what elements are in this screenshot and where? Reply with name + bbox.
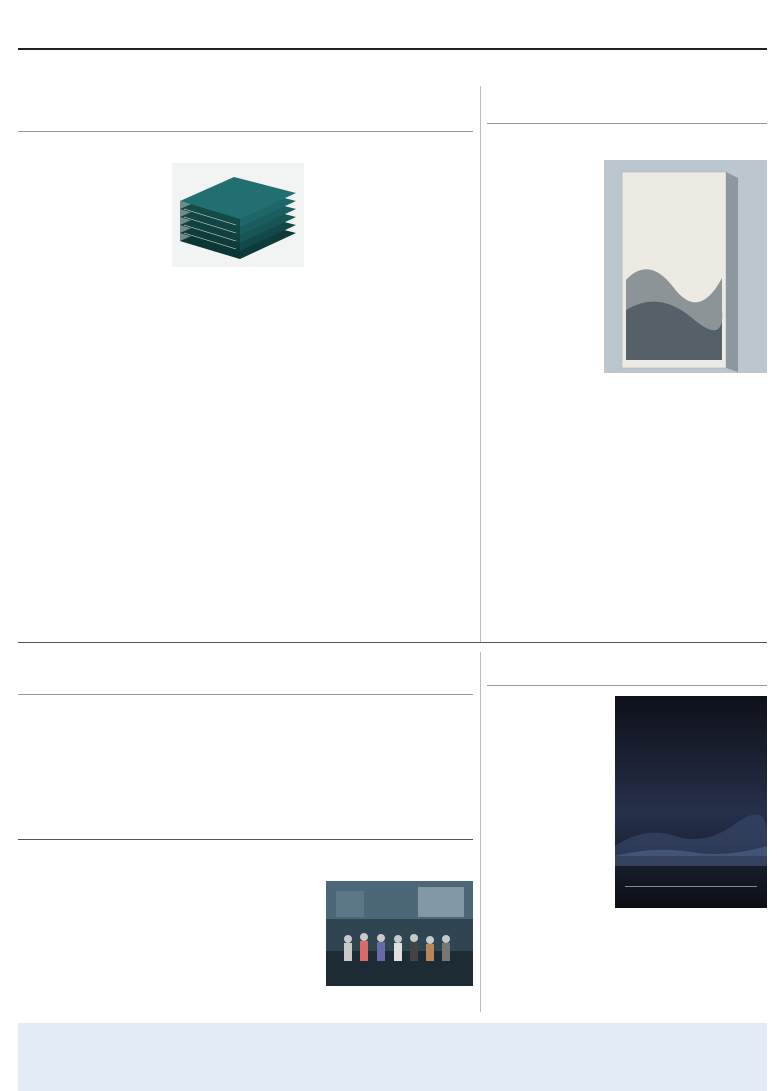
article3-col1 <box>18 719 163 834</box>
article5-byline <box>396 999 473 1011</box>
header <box>0 0 777 50</box>
book-stack-image <box>172 163 304 267</box>
column-divider-2 <box>480 652 481 1012</box>
column-divider-1 <box>480 86 481 642</box>
article5-col2 <box>172 894 317 1044</box>
section-rule-1 <box>18 642 767 643</box>
article2-col1 <box>487 154 595 404</box>
article1-col3 <box>172 301 307 635</box>
article4-col2 <box>615 912 767 970</box>
article1-col4 <box>316 143 473 368</box>
concert-poster <box>615 696 767 908</box>
article4-byline <box>680 999 767 1011</box>
article1-book-photo <box>172 163 304 267</box>
book-cover-image <box>604 160 767 373</box>
article2-divider <box>487 123 767 124</box>
article2-book-cover <box>604 160 767 373</box>
article2-col3 <box>604 382 767 500</box>
museum-interior-image <box>326 881 473 986</box>
article4-col1 <box>487 693 608 1013</box>
article2-col2 <box>487 408 595 613</box>
article5-col1 <box>18 894 163 1044</box>
article3-col2 <box>172 701 317 821</box>
article5-training-photo <box>326 881 473 986</box>
poster-background <box>615 696 767 908</box>
feature-left-panel <box>18 1023 236 1091</box>
article4-divider <box>487 685 767 686</box>
article1-col5 <box>316 373 473 611</box>
article1-divider <box>18 131 473 132</box>
article1-photo-caption <box>172 273 307 297</box>
article1-col2 <box>18 448 163 635</box>
article1-col1 <box>18 173 163 438</box>
article3-col3 <box>326 701 473 817</box>
section-rule-2 <box>18 839 473 840</box>
article3-divider <box>18 694 473 695</box>
header-rule <box>18 48 767 50</box>
